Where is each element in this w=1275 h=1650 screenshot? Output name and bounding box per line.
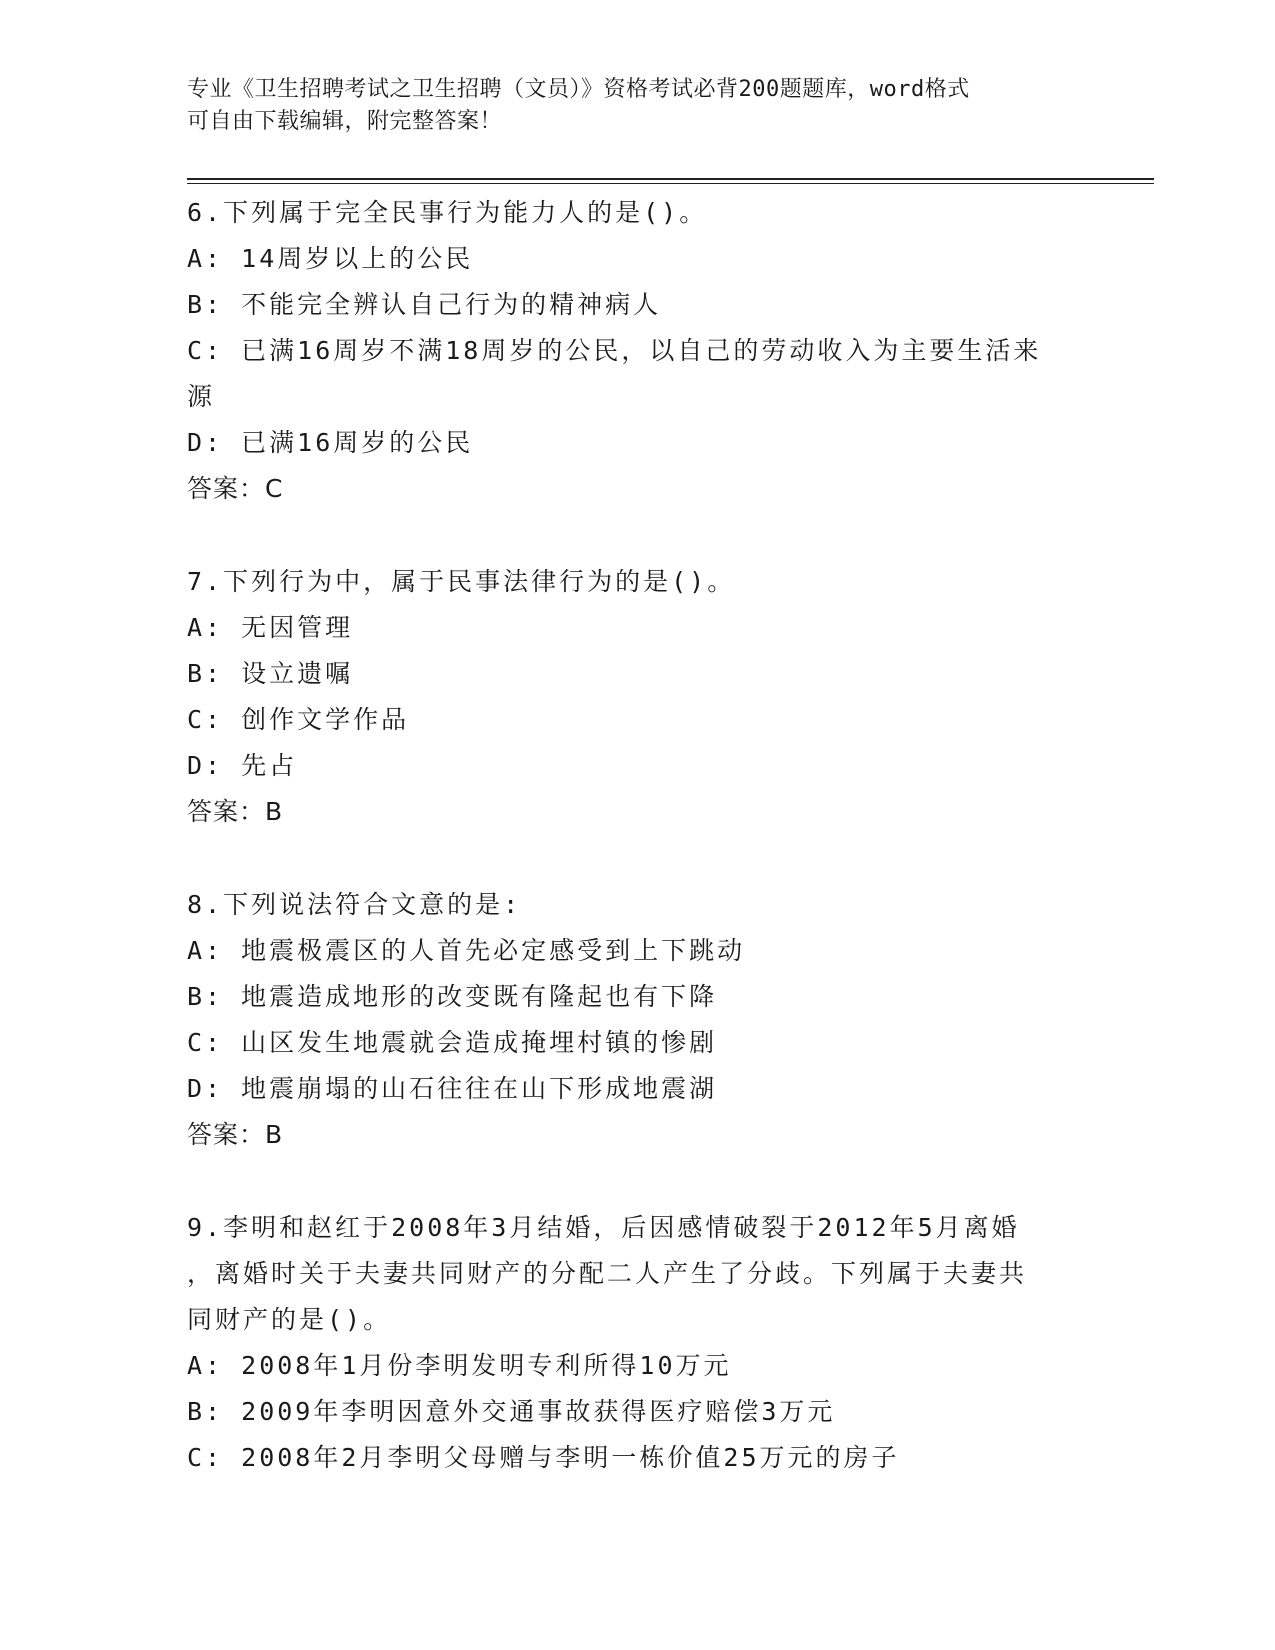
answer-option: A: 无因管理 [187, 613, 354, 642]
question-block [187, 190, 1087, 512]
answer-option: C: 2008年2月李明父母赠与李明一栋价值25万元的房子 [187, 1443, 900, 1472]
answer-option: B: 设立遗嘱 [187, 659, 354, 688]
header-line-1: 专业《卫生招聘考试之卫生招聘（文员）》资格考试必背200题题库，word格式 [187, 77, 970, 102]
answer-key: 答案：B [187, 1120, 284, 1149]
answer-option: A: 2008年1月份李明发明专利所得10万元 [187, 1351, 732, 1380]
answer-option: A: 地震极震区的人首先必定感受到上下跳动 [187, 936, 746, 965]
question-stem: 同财产的是()。 [187, 1305, 392, 1334]
question-stem: 6.下列属于完全民事行为能力人的是()。 [187, 198, 708, 227]
answer-option: D: 地震崩塌的山石往往在山下形成地震湖 [187, 1074, 718, 1103]
header-divider-thin [187, 183, 1154, 184]
answer-option: C: 山区发生地震就会造成掩埋村镇的惨剧 [187, 1028, 718, 1057]
question-stem: 9.李明和赵红于2008年3月结婚，后因感情破裂于2012年5月离婚 [187, 1213, 1020, 1242]
answer-option: B: 2009年李明因意外交通事故获得医疗赔偿3万元 [187, 1397, 836, 1426]
answer-option: B: 不能完全辨认自己行为的精神病人 [187, 290, 662, 319]
answer-option: A: 14周岁以上的公民 [187, 244, 474, 273]
question-block [187, 559, 1087, 835]
question-stem: 7.下列行为中，属于民事法律行为的是()。 [187, 567, 736, 596]
question-list [187, 190, 1087, 1528]
question-stem: 8.下列说法符合文意的是: [187, 890, 522, 919]
question-block [187, 1205, 1087, 1481]
question-block [187, 882, 1087, 1158]
question-stem: ，离婚时关于夫妻共同财产的分配二人产生了分歧。下列属于夫妻共 [187, 1259, 1028, 1288]
header-divider-thick [187, 178, 1154, 180]
answer-key: 答案：C [187, 474, 284, 503]
answer-option: D: 已满16周岁的公民 [187, 428, 474, 457]
header-line-2: 可自由下载编辑，附完整答案！ [187, 109, 503, 134]
answer-key: 答案：B [187, 797, 284, 826]
answer-option: C: 已满16周岁不满18周岁的公民，以自己的劳动收入为主要生活来 [187, 336, 1042, 365]
answer-option: C: 创作文学作品 [187, 705, 410, 734]
answer-option: 源 [187, 382, 216, 411]
answer-option: D: 先占 [187, 751, 298, 780]
document-header [187, 74, 1067, 138]
answer-option: B: 地震造成地形的改变既有隆起也有下降 [187, 982, 718, 1011]
